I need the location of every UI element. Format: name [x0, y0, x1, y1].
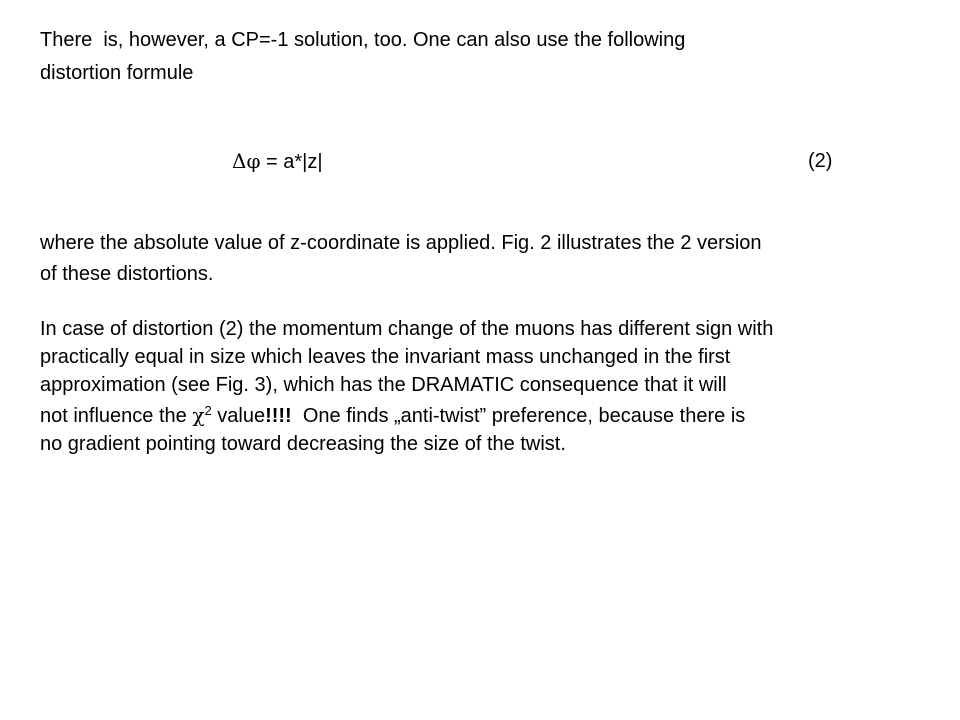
paragraph-1-line-2: distortion formule — [40, 62, 194, 84]
chi-symbol: χ — [192, 403, 205, 427]
paragraph-3-line-2: practically equal in size which leaves the invariant mass unchanged in the first — [40, 346, 731, 368]
paragraph-2-line-1: where the absolute value of z-coordinate is applied. Fig. 2 illustrates the 2 version — [40, 232, 762, 254]
line-4-lead-text: not influence the — [40, 405, 193, 427]
paragraph-2-line-2: of these distortions. — [40, 263, 214, 285]
chi-superscript: 2 — [204, 403, 212, 418]
paragraph-3-line-1: In case of distortion (2) the momentum change of the muons has different sign with — [40, 318, 774, 340]
paragraph-3-line-3: approximation (see Fig. 3), which has the DRAMATIC consequence that it will — [40, 374, 727, 396]
equation-body: = a*|z| — [260, 151, 323, 173]
line-4-value-text: value — [211, 405, 266, 427]
delta-symbol: Δ — [232, 149, 247, 173]
exclamation-marks: !!!! — [265, 405, 292, 427]
line-4-trailing-text: One finds „anti-twist” preference, because there is — [291, 405, 746, 427]
equation-expression — [232, 149, 323, 174]
paragraph-1-line-1: There is, however, a CP=-1 solution, too. One can also use the following — [40, 29, 686, 51]
equation-number: (2) — [808, 150, 833, 172]
paragraph-3-line-4 — [40, 403, 745, 428]
phi-symbol: φ — [246, 149, 261, 173]
paragraph-3-line-5: no gradient pointing toward decreasing the size of the twist. — [40, 433, 566, 455]
